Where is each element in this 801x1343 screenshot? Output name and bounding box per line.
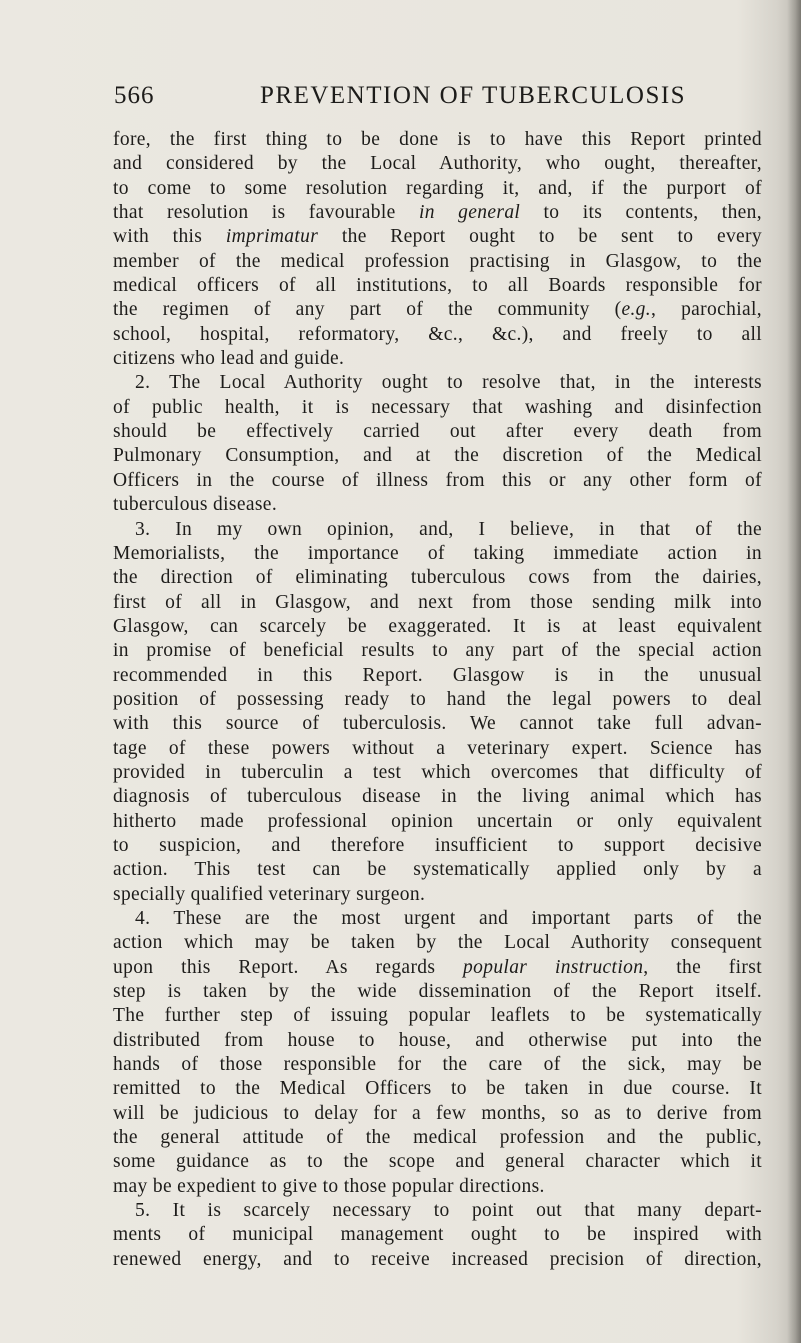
text-line: of public health, it is necessary that washing and disinfection <box>113 396 762 418</box>
text-line: remitted to the Medical Officers to be taken in due course. It <box>113 1078 762 1100</box>
text-line: medical officers of all institutions, to all Boards responsible for <box>113 275 762 297</box>
text-line: some guidance as to the scope and general character which it <box>113 1151 762 1173</box>
text-line: with this source of tuberculosis. We cannot take full advan- <box>113 713 762 735</box>
text-line: action which may be taken by the Local Authority consequent <box>113 932 762 954</box>
text-line: should be effectively carried out after every death from <box>113 421 762 443</box>
text-line: 3. In my own opinion, and, I believe, in that of the <box>135 518 762 540</box>
text-line: 2. The Local Authority ought to resolve that, in the interests <box>135 372 762 394</box>
text-line: school, hospital, reformatory, &c., &c.), and freely to all <box>113 323 762 345</box>
text-line: tuberculous disease. <box>113 494 278 516</box>
text-line: hands of those responsible for the care of the sick, may be <box>113 1054 762 1076</box>
text-line: action. This test can be systematically applied only by a <box>113 859 762 881</box>
text-line: the general attitude of the medical profession and the public, <box>113 1127 762 1149</box>
text-line: Officers in the course of illness from this or any other form of <box>113 469 762 491</box>
text-line: renewed energy, and to receive increased precision of direction, <box>113 1248 762 1270</box>
text-line: 4. These are the most urgent and important parts of the <box>135 908 762 929</box>
text-line: tage of these powers without a veterinary expert. Science has <box>113 737 762 759</box>
page-edge-shadow <box>787 0 801 1343</box>
text-line: hitherto made professional opinion uncertain or only equivalent <box>113 810 762 832</box>
text-line: The further step of issuing popular leaflets to be systematically <box>113 1005 762 1027</box>
text-line: will be judicious to delay for a few months, so as to derive from <box>113 1102 762 1124</box>
text-line: ments of municipal management ought to be inspired with <box>113 1224 762 1246</box>
text-line: position of possessing ready to hand the legal powers to deal <box>113 688 762 710</box>
text-line: that resolution is favourable in general to its contents, then, <box>113 202 763 224</box>
text-line: distributed from house to house, and otherwise put into the <box>113 1029 762 1051</box>
text-line: 5. It is scarcely necessary to point out that many depart- <box>135 1200 762 1222</box>
text-line: fore, the first thing to be done is to have this Report printed <box>113 129 762 150</box>
text-line: recommended in this Report. Glasgow is in the unusual <box>113 664 762 686</box>
text-line: Glasgow, can scarcely be exaggerated. It is at least equivalent <box>113 615 762 637</box>
text-line: member of the medical profession practising in Glasgow, to the <box>113 250 762 272</box>
page-number: 566 <box>114 82 155 109</box>
running-head <box>0 82 801 122</box>
text-line: to come to some resolution regarding it, and, if the purport of <box>113 177 762 199</box>
text-line: provided in tuberculin a test which overcomes that difficulty of <box>113 761 762 783</box>
text-line: upon this Report. As regards popular instruction, the first <box>113 956 762 978</box>
text-line: Memorialists, the importance of taking immediate action in <box>113 542 762 564</box>
text-line: citizens who lead and guide. <box>113 348 345 370</box>
text-line: and considered by the Local Authority, who ought, thereafter, <box>113 153 762 175</box>
text-line: may be expedient to give to those popular directions. <box>113 1175 545 1197</box>
body-text <box>113 128 762 1272</box>
running-title: PREVENTION OF TUBERCULOSIS <box>260 82 687 109</box>
text-line: the regimen of any part of the community (e.g., parochial, <box>113 299 763 321</box>
text-line: the direction of eliminating tuberculous cows from the dairies, <box>113 567 762 589</box>
text-line: specially qualified veterinary surgeon. <box>113 883 426 905</box>
text-line: step is taken by the wide dissemination of the Report itself. <box>113 981 762 1003</box>
text-line: Pulmonary Consumption, and at the discretion of the Medical <box>113 445 762 467</box>
text-line: first of all in Glasgow, and next from those sending milk into <box>113 591 762 613</box>
text-line: to suspicion, and therefore insufficient to support decisive <box>113 834 762 856</box>
text-line: in promise of beneficial results to any part of the special action <box>113 640 762 662</box>
text-line: diagnosis of tuberculous disease in the living animal which has <box>113 786 762 808</box>
text-line: with this imprimatur the Report ought to be sent to every <box>113 226 762 248</box>
